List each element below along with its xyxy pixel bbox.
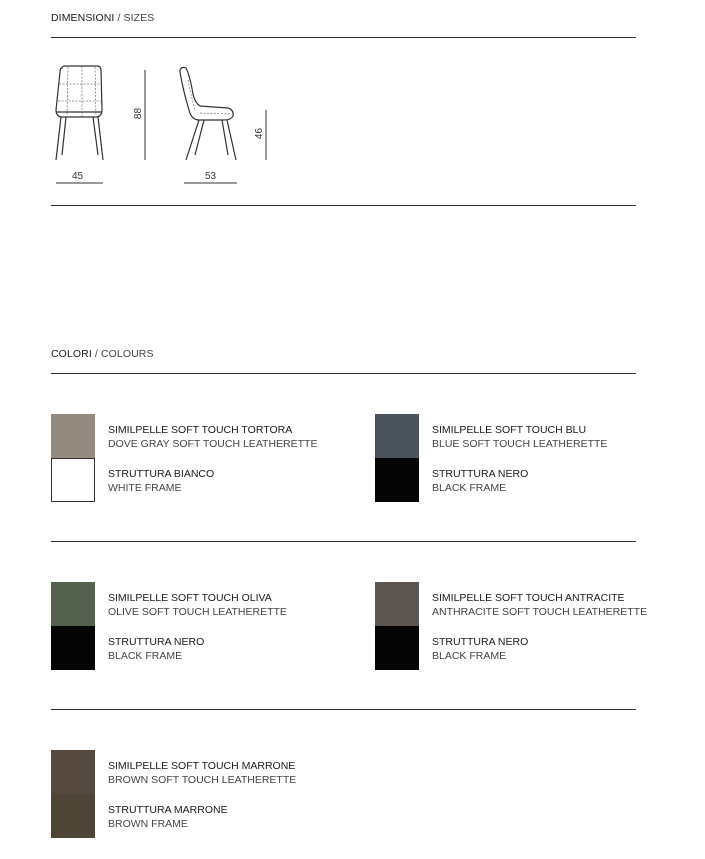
chair-dimension-drawings — [0, 0, 705, 220]
frame-name-en: BLACK FRAME — [432, 649, 507, 662]
upholstery-swatch — [51, 582, 95, 626]
frame-swatch — [51, 794, 95, 838]
depth-value: 53 — [205, 171, 217, 182]
upholstery-name-en: OLIVE SOFT TOUCH LEATHERETTE — [108, 605, 287, 618]
colours-divider-2 — [51, 709, 636, 710]
frame-swatch — [375, 626, 419, 670]
upholstery-name-en: ANTHRACITE SOFT TOUCH LEATHERETTE — [432, 605, 648, 618]
colours-divider-1 — [51, 541, 636, 542]
frame-swatch — [375, 458, 419, 502]
seat-height-value: 46 — [254, 127, 266, 140]
upholstery-label — [108, 592, 287, 619]
frame-swatch — [51, 626, 95, 670]
frame-label — [108, 804, 228, 831]
frame-label — [108, 636, 204, 663]
upholstery-swatch — [375, 414, 419, 458]
colours-top-rule — [51, 373, 636, 374]
frame-name-it: STRUTTURA MARRONE — [108, 804, 228, 816]
upholstery-swatch — [51, 414, 95, 458]
upholstery-name-en: DOVE GRAY SOFT TOUCH LEATHERETTE — [108, 437, 318, 450]
frame-label — [432, 468, 528, 495]
colours-heading-separator: / — [94, 348, 98, 360]
colours-heading-en: COLOURS — [100, 348, 154, 360]
frame-name-it: STRUTTURA NERO — [432, 636, 529, 648]
frame-label — [432, 636, 528, 663]
upholstery-label — [432, 424, 607, 451]
upholstery-label — [108, 424, 317, 451]
height-value: 88 — [133, 107, 145, 120]
frame-name-it: STRUTTURA NERO — [432, 468, 529, 480]
upholstery-label — [432, 592, 647, 619]
colours-heading-it: COLORI — [51, 348, 92, 360]
upholstery-name-it: SIMILPELLE SOFT TOUCH MARRONE — [108, 760, 296, 772]
frame-name-en: BLACK FRAME — [108, 649, 183, 662]
upholstery-label — [108, 760, 296, 787]
upholstery-name-en: BLUE SOFT TOUCH LEATHERETTE — [432, 437, 608, 450]
chair-front-view — [56, 66, 103, 160]
upholstery-swatch — [51, 750, 95, 794]
frame-name-it: STRUTTURA BIANCO — [108, 468, 215, 480]
upholstery-name-it: SIMILPELLE SOFT TOUCH ANTRACITE — [432, 592, 625, 604]
colours-heading — [51, 348, 154, 360]
frame-name-en: BLACK FRAME — [432, 481, 507, 494]
frame-swatch — [51, 458, 95, 502]
width-value: 45 — [72, 171, 84, 182]
upholstery-name-it: SIMILPELLE SOFT TOUCH OLIVA — [108, 592, 272, 604]
sizes-heading-en: SIZES — [123, 12, 155, 24]
upholstery-name-it: SIMILPELLE SOFT TOUCH BLU — [432, 424, 587, 436]
upholstery-name-en: BROWN SOFT TOUCH LEATHERETTE — [108, 773, 297, 786]
sizes-heading-it: DIMENSIONI — [51, 12, 115, 24]
sizes-bottom-rule — [51, 205, 636, 206]
upholstery-name-it: SIMILPELLE SOFT TOUCH TORTORA — [108, 424, 293, 436]
frame-label — [108, 468, 214, 495]
frame-name-it: STRUTTURA NERO — [108, 636, 205, 648]
frame-name-en: WHITE FRAME — [108, 481, 182, 494]
sizes-heading-separator: / — [117, 12, 121, 24]
frame-name-en: BROWN FRAME — [108, 817, 188, 830]
upholstery-swatch — [375, 582, 419, 626]
chair-side-view — [180, 67, 236, 160]
